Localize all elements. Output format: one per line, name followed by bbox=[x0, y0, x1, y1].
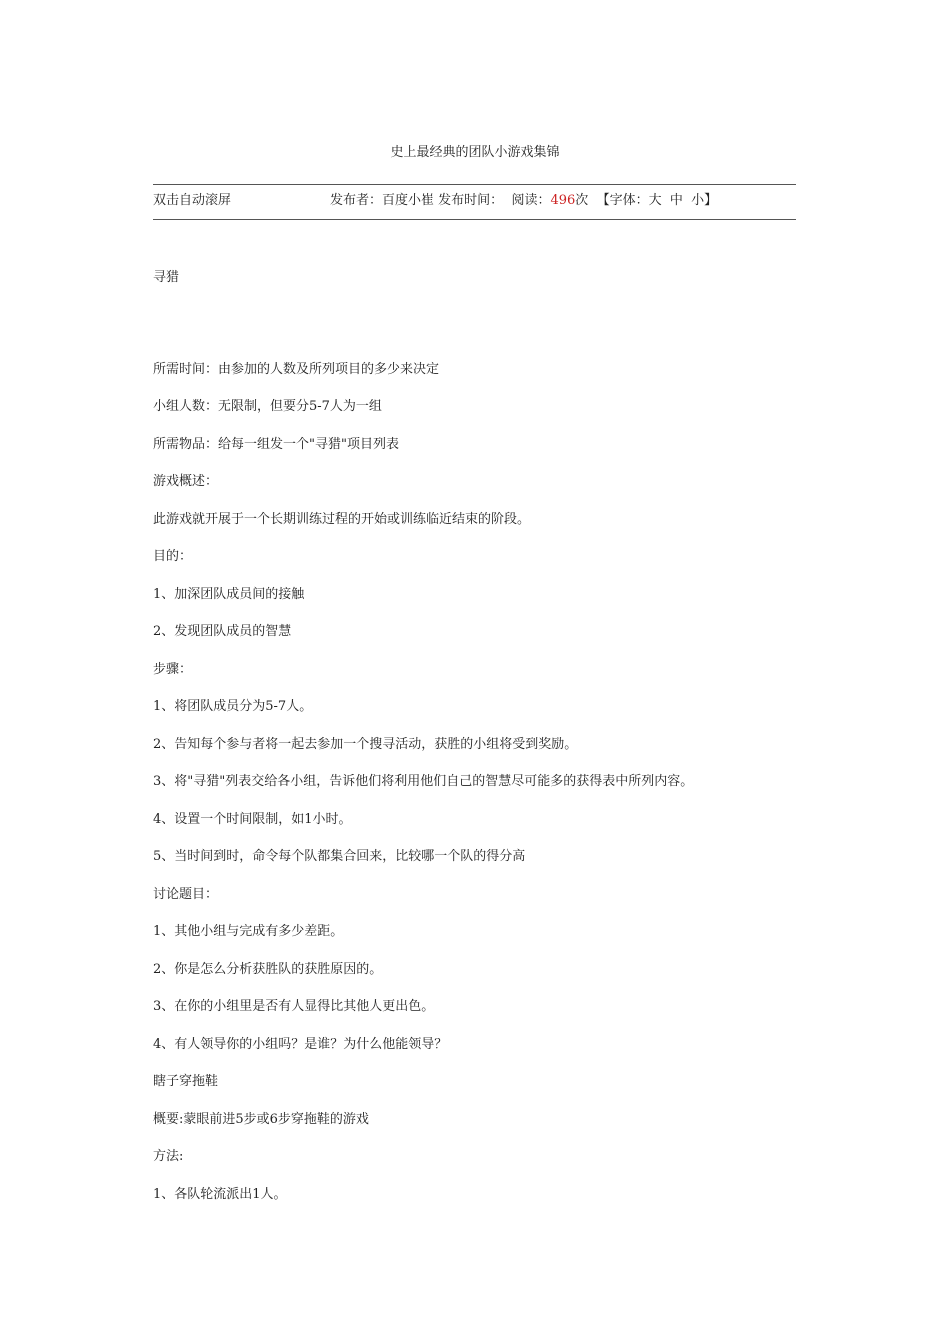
publisher-name: 百度小崔 bbox=[382, 193, 435, 208]
paragraph: 步骤： bbox=[153, 661, 193, 677]
article-body bbox=[153, 269, 796, 1223]
paragraph: 所需物品：给每一组发一个"寻猎"项目列表 bbox=[153, 436, 399, 452]
page-title: 史上最经典的团队小游戏集锦 bbox=[390, 145, 560, 160]
read-count: 496 bbox=[550, 193, 576, 208]
font-medium-button[interactable]: 中 bbox=[669, 193, 683, 208]
paragraph: 小组人数：无限制，但要分5-7人为一组 bbox=[153, 399, 382, 414]
paragraph: 2、发现团队成员的智慧 bbox=[153, 624, 292, 639]
paragraph: 3、将"寻猎"列表交给各小组，告诉他们将利用他们自己的智慧尽可能多的获得表中所列内容。 bbox=[153, 774, 694, 789]
section-spacer bbox=[153, 307, 796, 361]
paragraph: 1、各队轮流派出1人。 bbox=[153, 1186, 287, 1202]
paragraph: 概要:蒙眼前进5步或6步穿拖鞋的游戏 bbox=[153, 1111, 369, 1127]
paragraph: 5、当时间到时，命令每个队都集合回来，比较哪一个队的得分高 bbox=[153, 849, 526, 864]
article-meta-info bbox=[330, 189, 717, 208]
paragraph: 4、有人领导你的小组吗？是谁？为什么他能领导？ bbox=[153, 1036, 448, 1052]
paragraph: 4、设置一个时间限制，如1小时。 bbox=[153, 811, 352, 827]
font-size-label: 【字体： bbox=[596, 193, 649, 208]
paragraph: 1、其他小组与完成有多少差距。 bbox=[153, 924, 344, 939]
article-meta-bar bbox=[153, 189, 796, 211]
paragraph: 1、加深团队成员间的接触 bbox=[153, 586, 305, 602]
read-unit: 次 bbox=[575, 193, 589, 208]
paragraph: 所需时间：由参加的人数及所列项目的多少来决定 bbox=[153, 361, 440, 377]
paragraph: 讨论题目： bbox=[153, 886, 219, 902]
paragraph: 3、在你的小组里是否有人显得比其他人更出色。 bbox=[153, 999, 435, 1014]
paragraph: 1、将团队成员分为5-7人。 bbox=[153, 699, 313, 714]
font-large-button[interactable]: 大 bbox=[648, 193, 662, 208]
header-divider-top bbox=[153, 184, 796, 185]
publish-time-label: 发布时间： bbox=[438, 193, 504, 208]
paragraph: 方法: bbox=[153, 1149, 184, 1164]
font-small-button[interactable]: 小 bbox=[691, 193, 705, 208]
autoscroll-toggle[interactable]: 双击自动滚屏 bbox=[153, 193, 232, 208]
publisher-label: 发布者： bbox=[330, 193, 383, 208]
header-divider-bottom bbox=[153, 219, 796, 220]
paragraph: 2、你是怎么分析获胜队的获胜原因的。 bbox=[153, 961, 383, 977]
paragraph: 目的： bbox=[153, 549, 193, 564]
font-size-bracket: 】 bbox=[704, 193, 718, 208]
paragraph: 游戏概述： bbox=[153, 474, 219, 489]
section-title: 寻猎 bbox=[153, 270, 180, 285]
paragraph: 2、告知每个参与者将一起去参加一个搜寻活动，获胜的小组将受到奖励。 bbox=[153, 736, 578, 752]
read-label: 阅读： bbox=[511, 193, 551, 208]
paragraph: 此游戏就开展于一个长期训练过程的开始或训练临近结束的阶段。 bbox=[153, 511, 531, 527]
paragraph: 瞎子穿拖鞋 bbox=[153, 1074, 219, 1089]
